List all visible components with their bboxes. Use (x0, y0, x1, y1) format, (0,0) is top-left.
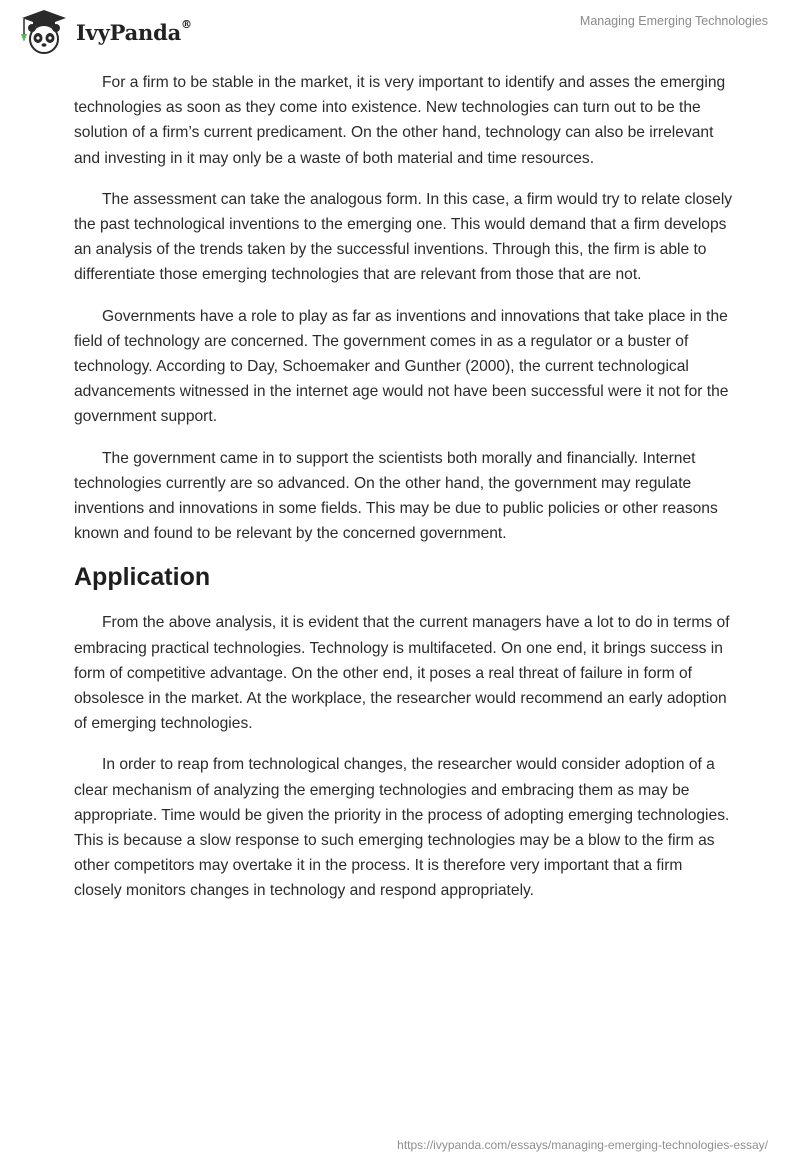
page-header (0, 0, 800, 60)
paragraph: In order to reap from technological changes, the researcher would consider adoption of a clear mechanism of analyzing the emerging technologies and embracing them as may be appropriate. Time would be given the priority in the process of adopting emerging technologies. This is because a slow response to such emerging technologies may be a blow to the firm as other competitors may overtake it in the process. It is therefore very important that a firm closely monitors changes in technology and respond appropriately. (74, 756, 730, 900)
paragraph: The government came in to support the scientists both morally and financially. Internet technologies currently are so advanced. On the other hand, the government may regulate inventions and innovations in some fields. This may be due to public policies or other reasons known and found to be relevant by the concerned government. (74, 449, 718, 543)
source-url[interactable]: https://ivypanda.com/essays/managing-emerging-technologies-essay/ (397, 1138, 768, 1152)
brand-logo[interactable] (14, 8, 192, 56)
section-heading: Application (74, 563, 211, 592)
panda-graduate-icon (14, 8, 72, 56)
paragraph: Governments have a role to play as far as inventions and innovations that take place in the field of technology are concerned. The government comes in as a regulator or a buster of technology. According to Day, Schoemaker and Gunther (2000), the current technological advancements witnessed in the internet age would not have been successful were it not for the government support. (74, 307, 729, 426)
brand-name: IvyPanda® (76, 17, 192, 45)
paragraph: For a firm to be stable in the market, it is very important to identify and asses the emerging technologies as soon as they come into existence. New technologies can turn out to be the solution of a firm’s current predicament. On the other hand, technology can also be irrelevant and investing in it may only be a waste of both material and time resources. (74, 74, 726, 167)
paragraph: The assessment can take the analogous form. In this case, a firm would try to relate closely the past technological inventions to the emerging one. This would demand that a firm develops an analysis of the trends taken by the successful inventions. Through this, the firm is able to differentiate those emerging technologies that are relevant from those that are not. (74, 190, 733, 284)
essay-content (74, 70, 734, 920)
document-title: Managing Emerging Technologies (579, 14, 768, 28)
paragraph: From the above analysis, it is evident that the current managers have a lot to do in terms of embracing practical technologies. Technology is multifaceted. On one end, it brings success in form of competitive advantage. On the other end, it poses a real threat of failure in form of obsolesce in the market. At the workplace, the researcher would recommend an early adoption of emerging technologies. (74, 614, 730, 733)
